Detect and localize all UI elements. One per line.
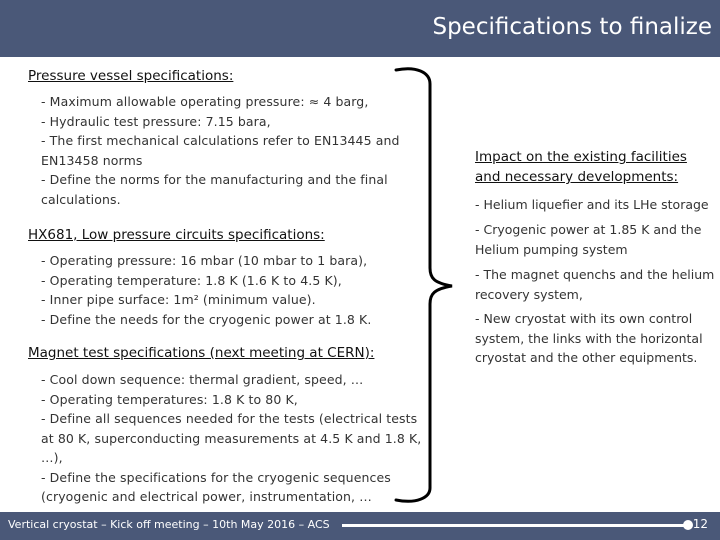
text-line: …),	[41, 450, 63, 465]
footer-dot-icon	[683, 520, 693, 530]
text-line: - Maximum allowable operating pressure: ≈ 4 barg,	[41, 94, 369, 109]
impact-item: - New cryostat with its own control system, the links with the horizontal cryostat and the other equipments.	[475, 311, 703, 365]
text-line: - Operating temperature: 1.8 K (1.6 K to 4.5 K),	[41, 272, 342, 288]
text-line: - Operating temperatures: 1.8 K to 80 K,	[41, 391, 298, 407]
text-line: - The first mechanical calculations refer to EN13445 and	[41, 133, 400, 148]
impact-item: - The magnet quenchs and the helium recovery system,	[475, 267, 715, 302]
impact-heading: Impact on the existing facilities and necessary developments:	[475, 149, 687, 185]
text-line: (cryogenic and electrical power, instrumentation, …	[41, 489, 372, 504]
text-line: - Hydraulic test pressure: 7.15 bara,	[41, 113, 271, 129]
text-line: - Define all sequences needed for the tests (electrical tests	[41, 411, 418, 426]
pressure-vessel-text	[41, 92, 400, 209]
pressure-vessel-heading: Pressure vessel specifications:	[28, 68, 234, 84]
text-line: EN13458 norms	[41, 152, 143, 168]
text-line: - Define the specifications for the cryogenic sequences	[41, 469, 391, 485]
magnet-test-text	[41, 370, 421, 507]
curly-brace-icon	[390, 62, 480, 508]
footer-divider	[342, 524, 689, 527]
page-number: 12	[692, 517, 708, 531]
hx681-text	[41, 251, 371, 329]
impact-item: - Cryogenic power at 1.85 K and the Helium pumping system	[475, 222, 702, 257]
text-line: - Cool down sequence: thermal gradient, speed, …	[41, 372, 364, 387]
footer-text: Vertical cryostat – Kick off meeting – 10th May 2016 – ACS	[8, 518, 330, 531]
slide-title: Specifications to finalize	[432, 14, 712, 40]
text-line: - Define the norms for the manufacturing and the final	[41, 172, 388, 187]
text-line: - Operating pressure: 16 mbar (10 mbar to 1 bara),	[41, 253, 368, 268]
text-line: - Define the needs for the cryogenic power at 1.8 K.	[41, 311, 372, 327]
text-line: calculations.	[41, 191, 121, 207]
text-line: at 80 K, superconducting measurements at 4.5 K and 1.8 K,	[41, 430, 422, 446]
hx681-heading: HX681, Low pressure circuits specifications:	[28, 227, 325, 243]
magnet-test-heading: Magnet test specifications (next meeting at CERN):	[28, 345, 375, 361]
impact-item: - Helium liquefier and its LHe storage	[475, 197, 709, 212]
text-line: - Inner pipe surface: 1m² (minimum value).	[41, 292, 316, 307]
